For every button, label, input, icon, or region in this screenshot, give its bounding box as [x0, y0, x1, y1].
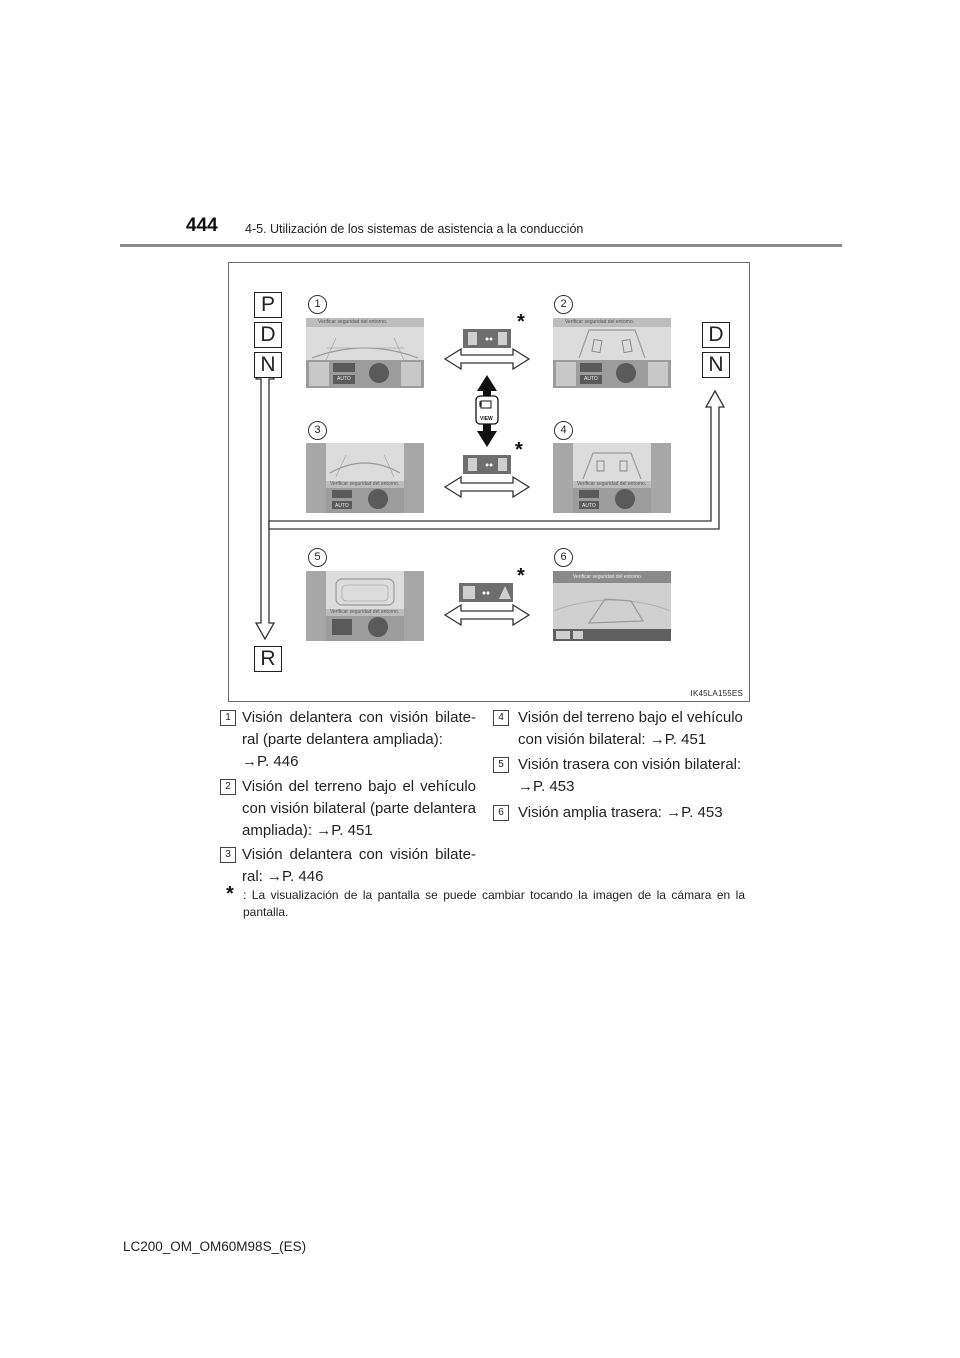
legend-item-1: [242, 707, 476, 773]
toggle-button-1: [463, 329, 511, 348]
legend-item-1-line2: ral (parte delantera ampliada):: [242, 731, 443, 748]
screen-4-auto: AUTO: [582, 503, 596, 509]
page-number: 444: [186, 215, 218, 236]
legend-item-6-line1: Visión amplia trasera: →P. 453: [518, 804, 723, 821]
horizontal-arrow-2: [445, 477, 529, 497]
screen-6-rear-wide: [553, 571, 671, 641]
badge-2: 2: [554, 295, 573, 314]
legend-item-2-line3: ampliada): →P. 451: [242, 822, 373, 839]
legend-item-2-line2: con visión bilateral (parte delantera: [242, 800, 476, 817]
legend-item-3: [242, 844, 476, 888]
screen-6-banner: Verificar seguridad del entorno.: [573, 574, 643, 580]
screen-4-underfloor-side: [553, 443, 671, 513]
legend-num-3: 3: [220, 847, 236, 863]
toggle-button-2: [463, 455, 511, 474]
legend-num-6: 6: [493, 805, 509, 821]
badge-4: 4: [554, 421, 573, 440]
screen-3-auto: AUTO: [335, 503, 349, 509]
gear-n-box-right: N: [702, 352, 730, 378]
screen-1-auto: AUTO: [337, 376, 351, 382]
legend-item-1-line3: →P. 446: [242, 753, 299, 770]
view-label: VIEW: [480, 416, 493, 422]
legend-item-4-line2: con visión bilateral: →P. 451: [518, 731, 707, 748]
legend-item-6: [518, 802, 748, 824]
view-vertical-arrow: [476, 375, 498, 447]
gear-r-box: R: [254, 646, 282, 672]
left-double-arrow: [256, 363, 274, 639]
screen-3-banner: Verificar seguridad del entorno.: [330, 481, 400, 487]
gear-d-box-right: D: [702, 322, 730, 348]
gear-p-box: P: [254, 292, 282, 318]
screen-4-banner: Verificar seguridad del entorno.: [577, 481, 647, 487]
footnote-text: : La visualización de la pantalla se puede cambiar tocando la imagen de la cámara en la pantalla.: [243, 888, 745, 919]
screen-2-banner: Verificar seguridad del entorno.: [565, 319, 635, 325]
legend-item-5-line1: Visión trasera con visión bilateral:: [518, 756, 742, 773]
badge-3: 3: [308, 421, 327, 440]
gear-n-box-left: N: [254, 352, 282, 378]
figure-code: IK45LA155ES: [690, 689, 743, 698]
badge-6: 6: [554, 548, 573, 567]
section-title: 4-5. Utilización de los sistemas de asistencia a la conducción: [245, 222, 584, 236]
asterisk-3: *: [517, 565, 525, 587]
screen-5-rear-side: [306, 571, 424, 641]
legend-num-2: 2: [220, 779, 236, 795]
legend-num-4: 4: [493, 710, 509, 726]
legend-item-5: [518, 754, 748, 798]
document-id: LC200_OM_OM60M98S_(ES): [123, 1239, 307, 1254]
toggle-button-3: [459, 583, 513, 602]
horizontal-arrow-1: [445, 349, 529, 369]
legend-item-2: [242, 776, 476, 842]
asterisk-2: *: [515, 439, 523, 461]
screen-2-auto: AUTO: [584, 376, 598, 382]
legend-num-5: 5: [493, 757, 509, 773]
legend-item-4: [518, 707, 748, 751]
legend-item-3-line2: ral: →P. 446: [242, 868, 324, 885]
badge-1: 1: [308, 295, 327, 314]
legend-item-3-line1: Visión delantera con visión bilate-: [242, 846, 476, 863]
gear-d-box-left: D: [254, 322, 282, 348]
screen-1-banner: Verificar seguridad del entorno.: [318, 319, 388, 325]
screen-2-underfloor-wide: [553, 318, 671, 388]
screen-1-front-wide: [306, 318, 424, 388]
camera-view-diagram: [228, 262, 750, 702]
header-divider: [120, 244, 842, 247]
legend-item-5-line2: →P. 453: [518, 778, 575, 795]
badge-5: 5: [308, 548, 327, 567]
legend-item-1-line1: Visión delantera con visión bilate-: [242, 709, 476, 726]
legend-item-4-line1: Visión del terreno bajo el vehículo: [518, 709, 743, 726]
legend-num-1: 1: [220, 710, 236, 726]
footnote-asterisk: *: [226, 883, 234, 905]
screen-5-banner: Verificar seguridad del entorno.: [330, 609, 400, 615]
screen-3-front-side: [306, 443, 424, 513]
asterisk-1: *: [517, 311, 525, 333]
horizontal-arrow-3: [445, 605, 529, 625]
legend-item-2-line1: Visión del terreno bajo el vehículo: [242, 778, 476, 795]
